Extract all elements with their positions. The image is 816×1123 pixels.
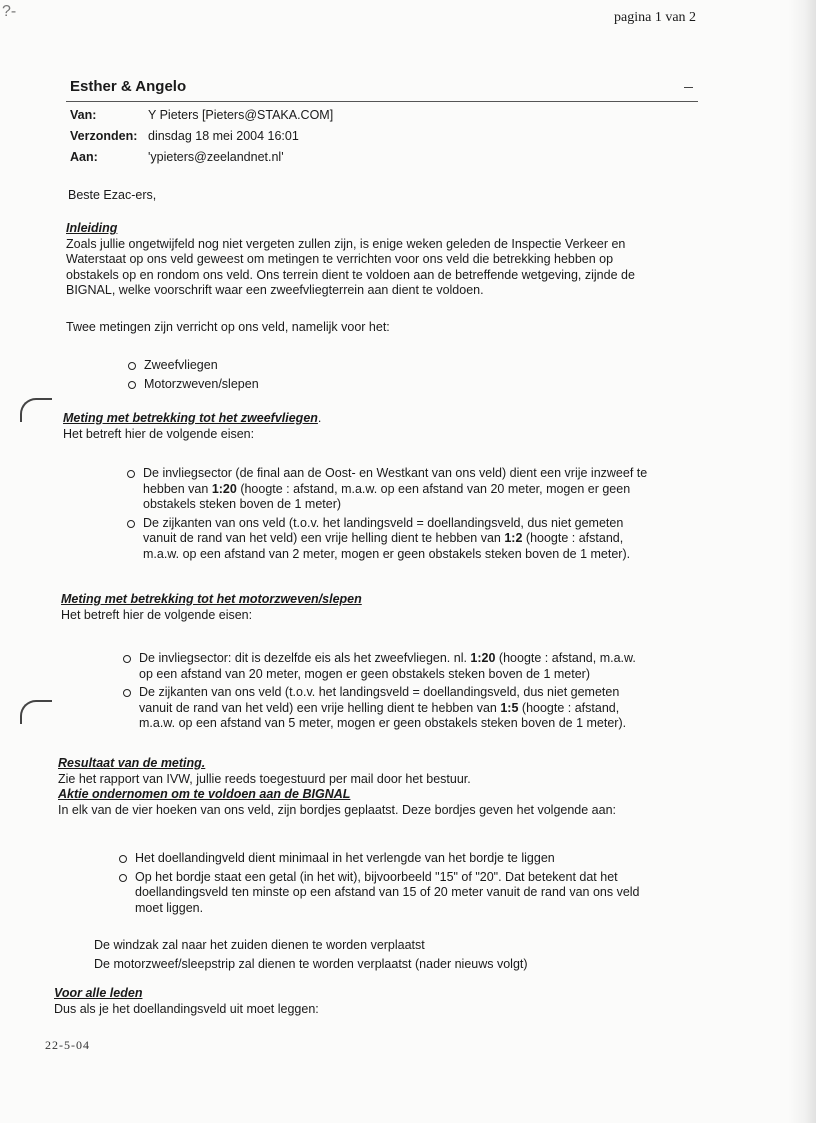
page-number: pagina 1 van 2: [614, 10, 697, 25]
meta-to-label: Aan:: [70, 150, 98, 164]
header-divider: [66, 101, 698, 102]
motor-subtext: Het betreft hier de volgende eisen:: [61, 607, 253, 622]
hollow-bullet-icon: [119, 855, 127, 863]
list-item: [128, 377, 259, 393]
note-line: De windzak zal naar het zuiden dienen te worden verplaatst: [94, 938, 425, 952]
header-dash: [684, 87, 693, 88]
list-item: [128, 358, 259, 374]
list-item-text: Zweefvliegen: [144, 358, 218, 372]
glide-heading-suffix: .: [317, 411, 322, 425]
handwritten-date: 22-5-04: [45, 1038, 90, 1052]
intro-line: Zoals jullie ongetwijfeld nog niet vergeten zullen zijn, is enige weken geleden de Inspectie Verkeer en: [66, 236, 626, 251]
motor-requirements-list: [123, 651, 698, 732]
list-item-line: De invliegsector (de final aan de Oost- en Westkant van ons veld) dient een vrije inzweef te: [143, 466, 648, 480]
meta-from-value: Y Pieters [Pieters@STAKA.COM]: [148, 108, 334, 122]
result-section: [58, 756, 698, 818]
members-text: Dus als je het doellandingsveld uit moet leggen:: [54, 1001, 319, 1016]
list-item-line: vanuit de rand van het veld) een vrije helling dient te hebben van 1:2 (hoogte : afstand,: [143, 531, 624, 545]
intro-line: BIGNAL, welke voorschrift waar een zweefvliegterrein aan dient te voldoen.: [66, 283, 484, 297]
glide-heading: Meting met betrekking tot het zweefvliegen: [63, 411, 318, 425]
ratio-value: 1:2: [504, 531, 523, 545]
greeting: Beste Ezac-ers,: [68, 188, 157, 202]
intro-line: Waterstaat op ons veld geweest om metingen te verrichten voor ons veld die betrekking hebben op: [66, 252, 614, 266]
intro-line: obstakels op en rondom ons veld. Ons terrein dient te voldoen aan de betreffende wetgeving, zijnde de: [66, 267, 635, 282]
list-item-line: m.a.w. op een afstand van 2 meter, mogen er geen obstakels steken boven de 1 meter).: [143, 546, 631, 561]
ratio-value: 1:20: [470, 651, 496, 665]
list-item-line: op een afstand van 20 meter, mogen er geen obstakels steken boven de 1 meter): [139, 666, 590, 681]
punch-hole: [20, 398, 52, 422]
measurement-type-list: [128, 358, 259, 392]
ratio-value: 1:20: [211, 481, 237, 496]
intro-heading: Inleiding: [66, 221, 118, 235]
list-item-line: De zijkanten van ons veld (t.o.v. het landingsveld = doellandingsveld, dus niet gemeten: [139, 685, 620, 699]
meta-sent-label: Verzonden:: [70, 129, 138, 143]
members-heading: Voor alle leden: [54, 986, 143, 1000]
list-item: [127, 466, 697, 513]
hollow-bullet-icon: [128, 381, 136, 389]
intro-section: [66, 221, 706, 299]
list-item-line: hebben van 1:20 (hoogte : afstand, m.a.w. op een afstand van 20 meter, mogen er geen: [143, 481, 631, 496]
list-item-line: m.a.w. op een afstand van 5 meter, mogen er geen obstakels steken boven de 1 meter).: [139, 716, 627, 730]
two-measurements-text: Twee metingen zijn verricht op ons veld, namelijk voor het:: [66, 320, 390, 334]
glide-subtext: Het betreft hier de volgende eisen:: [63, 426, 255, 441]
hollow-bullet-icon: [128, 362, 136, 370]
list-item: [127, 516, 697, 563]
ratio-value: 1:5: [500, 700, 519, 715]
email-header-title: Esther & Angelo: [70, 78, 187, 95]
result-text: Zie het rapport van IVW, jullie reeds toegestuurd per mail door het bestuur.: [58, 771, 471, 786]
meta-sent-value: dinsdag 18 mei 2004 16:01: [148, 129, 299, 143]
meta-from-label: Van:: [70, 108, 97, 122]
note-line: De motorzweef/sleepstrip zal dienen te worden verplaatst (nader nieuws volgt): [94, 957, 528, 971]
action-list: [119, 851, 699, 916]
meta-to-value: 'ypieters@zeelandnet.nl': [148, 150, 284, 164]
glide-section: [63, 411, 703, 442]
notes: [94, 936, 734, 974]
list-item-line: vanuit de rand van het veld) een vrije helling dient te hebben van 1:5 (hoogte : afstand,: [139, 700, 620, 715]
list-item-line: Het doellandingveld dient minimaal in het verlengde van het bordje te liggen: [135, 851, 555, 865]
result-heading: Resultaat van de meting.: [58, 756, 206, 770]
motor-section: [61, 592, 701, 623]
list-item-line: De zijkanten van ons veld (t.o.v. het landingsveld = doellandingsveld, dus niet gemeten: [143, 515, 624, 530]
action-heading: Aktie ondernomen om te voldoen aan de BIGNAL: [58, 787, 351, 801]
hollow-bullet-icon: [123, 689, 131, 697]
list-item: [119, 851, 699, 867]
action-text: In elk van de vier hoeken van ons veld, zijn bordjes geplaatst. Deze bordjes geven het volgende aan:: [58, 802, 617, 817]
list-item-line: De invliegsector: dit is dezelfde eis als het zweefvliegen. nl. 1:20 (hoogte : afstand, m.a.w.: [139, 651, 636, 665]
list-item-line: moet liggen.: [135, 900, 204, 915]
hollow-bullet-icon: [119, 874, 127, 882]
motor-heading: Meting met betrekking tot het motorzweven/slepen: [61, 592, 362, 606]
punch-hole: [20, 700, 52, 724]
page-edge-shadow: [788, 0, 816, 1123]
list-item: [123, 685, 698, 732]
list-item-line: obstakels steken boven de 1 meter): [143, 497, 342, 511]
list-item: [123, 651, 698, 682]
members-section: [54, 986, 694, 1017]
list-item-line: Op het bordje staat een getal (in het wit), bijvoorbeeld "15" of "20". Dat betekent dat het: [135, 869, 618, 884]
hollow-bullet-icon: [127, 520, 135, 528]
list-item: [119, 870, 699, 917]
glide-requirements-list: [127, 466, 697, 562]
list-item-text: Motorzweven/slepen: [144, 376, 259, 391]
hollow-bullet-icon: [123, 655, 131, 663]
corner-scribble: ?-: [2, 3, 17, 20]
list-item-line: doellandingsveld ten minste op een afstand van 15 of 20 meter vanuit de rand van ons veld: [135, 885, 640, 899]
hollow-bullet-icon: [127, 470, 135, 478]
